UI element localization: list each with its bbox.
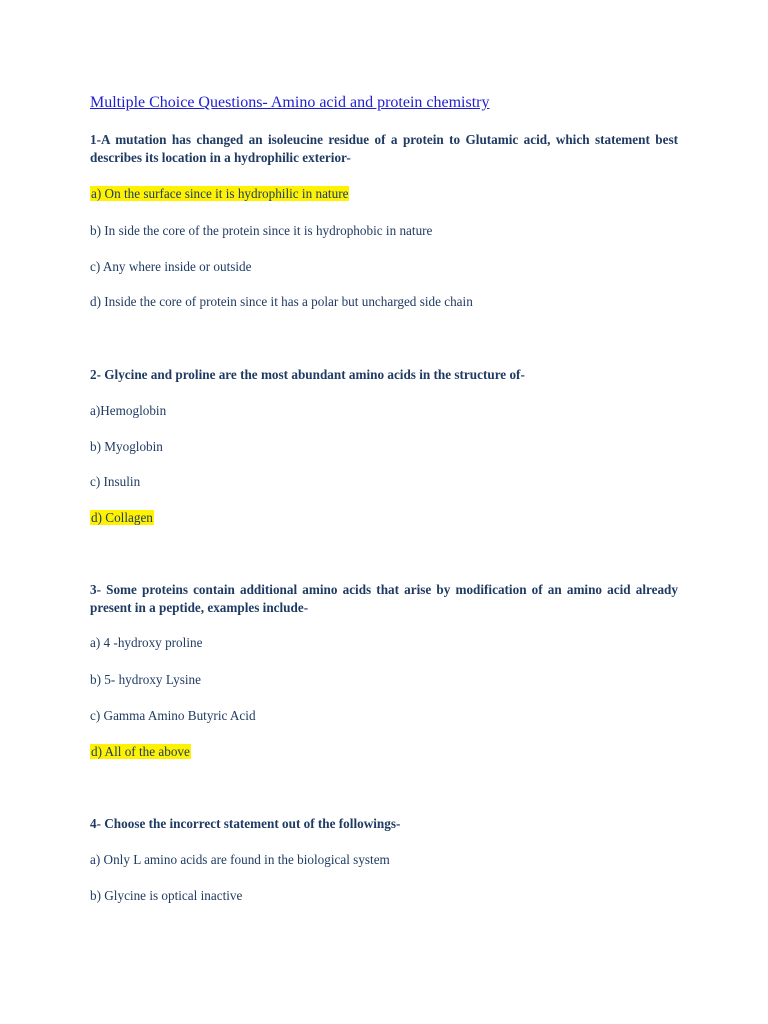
option-text: d) All of the above	[91, 744, 190, 759]
question-1-option-c: c) Any where inside or outside	[90, 259, 252, 274]
question-1-option-b: b) In side the core of the protein since it is hydrophobic in nature	[90, 223, 433, 238]
option-text: d) Collagen	[91, 510, 153, 525]
page-title: Multiple Choice Questions- Amino acid and protein chemistry	[90, 94, 490, 111]
question-3-option-a: a) 4 -hydroxy proline	[90, 635, 203, 650]
question-2-option-a: a)Hemoglobin	[90, 403, 167, 418]
question-2-option-c: c) Insulin	[90, 474, 141, 489]
question-3-option-d	[90, 743, 191, 761]
question-4-option-b: b) Glycine is optical inactive	[90, 888, 243, 903]
question-1-text: 1-A mutation has changed an isoleucine residue of a protein to Glutamic acid, which statement best describes its location in a hydrophilic exterior-	[90, 132, 678, 165]
question-3-text: 3- Some proteins contain additional amino acids that arise by modification of an amino acid already present in a peptide, examples include-	[90, 582, 678, 615]
question-3-option-c: c) Gamma Amino Butyric Acid	[90, 708, 256, 723]
question-4-option-a: a) Only L amino acids are found in the biological system	[90, 852, 390, 867]
question-1-option-d: d) Inside the core of protein since it has a polar but uncharged side chain	[90, 294, 473, 309]
option-text: a) On the surface since it is hydrophilic in nature	[91, 186, 349, 201]
question-2-option-d	[90, 509, 154, 527]
question-2-option-b: b) Myoglobin	[90, 439, 163, 454]
question-2-text: 2- Glycine and proline are the most abundant amino acids in the structure of-	[90, 367, 525, 382]
question-4-text: 4- Choose the incorrect statement out of the followings-	[90, 816, 401, 831]
question-3-option-b: b) 5- hydroxy Lysine	[90, 672, 201, 687]
question-1-option-a	[90, 185, 349, 203]
